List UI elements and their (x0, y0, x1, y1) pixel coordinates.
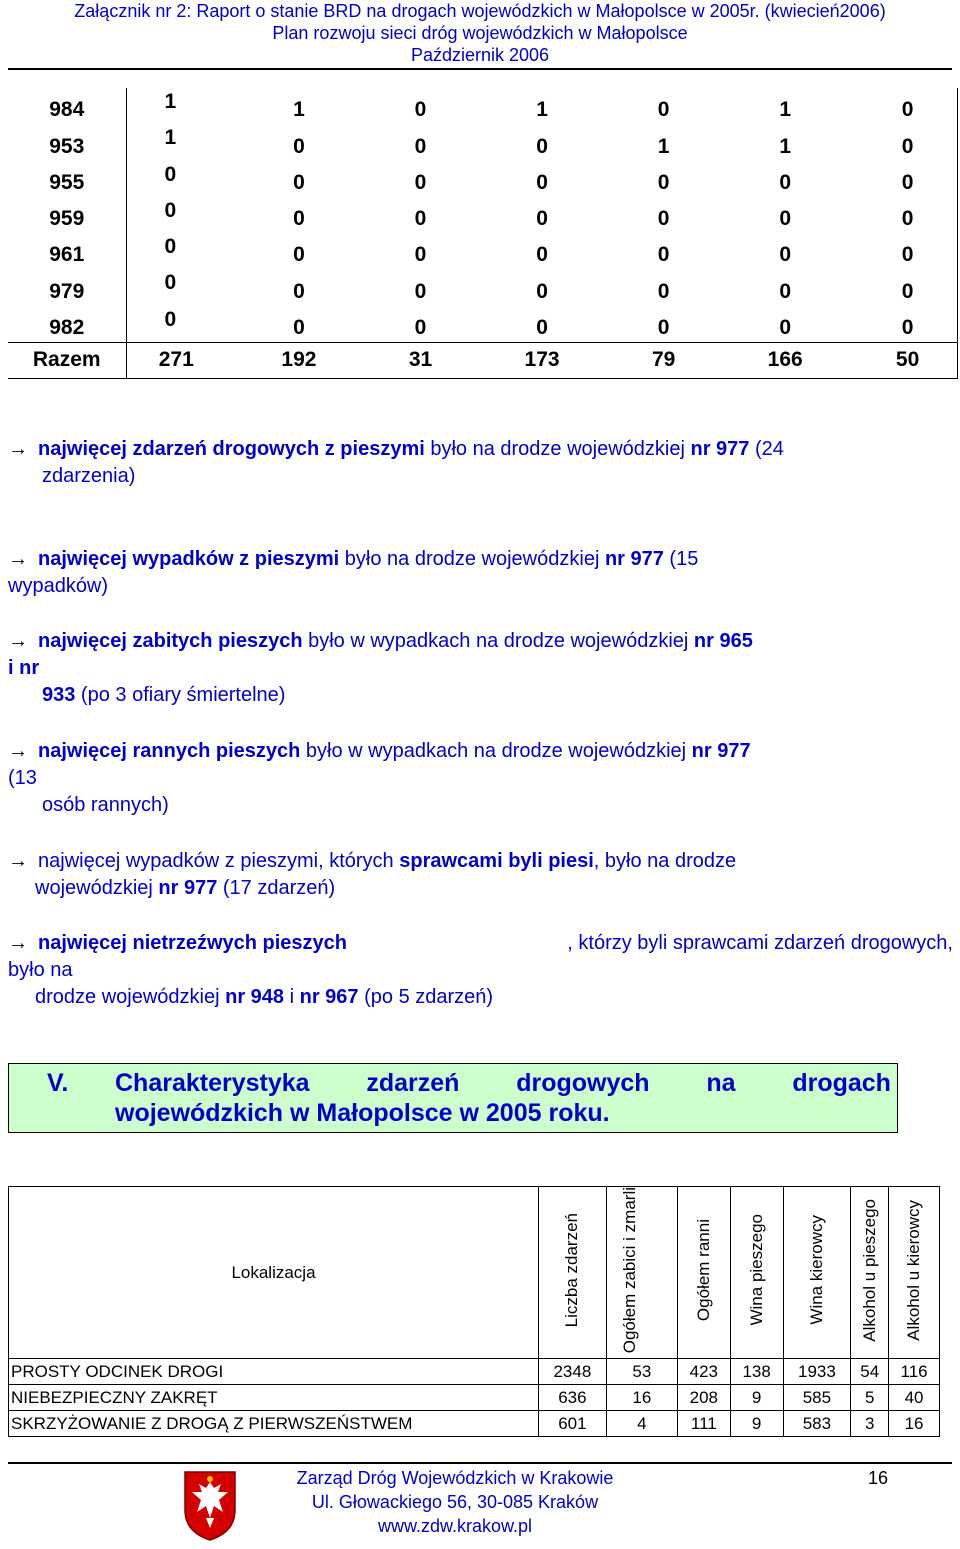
table-cell: 0 (657, 170, 670, 194)
table-cell: 0 (414, 170, 427, 194)
table-cell: 0 (858, 88, 957, 124)
table-cell: 0 (536, 243, 548, 267)
road-number: 955 (8, 161, 126, 197)
finding-2: → najwięcej wypadków z pieszymi było na drodze wojewódzkiej nr 977 (15 wypadków) (8, 548, 699, 597)
header-line-3: Październik 2006 (410, 45, 550, 65)
section-word: zdarzeń (366, 1069, 460, 1097)
table-row (9, 1359, 940, 1385)
table-cell: 0 (536, 315, 548, 339)
header-divider (8, 68, 952, 70)
road-number: 982 (8, 306, 126, 342)
table-cell: 0 (657, 207, 670, 231)
table-cell: 1933 (783, 1359, 851, 1385)
road-number: 961 (8, 233, 126, 269)
table-cell: 0 (779, 207, 792, 231)
section-title-line-2: wojewódzkich w Małopolsce w 2005 roku. (115, 1099, 610, 1127)
road-number: 979 (8, 269, 126, 305)
table-cell: 1 (164, 90, 177, 113)
table-cell: 0 (164, 198, 177, 222)
table-cell: 0 (293, 170, 305, 194)
table-cell: 40 (889, 1385, 940, 1411)
table-cell: 208 (677, 1385, 730, 1411)
table-cell: 0 (536, 207, 548, 231)
table-row (8, 306, 958, 342)
table-row (9, 1411, 940, 1437)
footer-website-link[interactable]: www.zdw.krakow.pl (377, 1516, 533, 1536)
table-cell: 1 (779, 98, 792, 122)
table-cell: 0 (858, 197, 957, 233)
header-lokalizacja: Lokalizacja (9, 1187, 539, 1359)
table-cell: 9 (730, 1411, 783, 1437)
arrow-icon: → (8, 850, 28, 872)
table-cell: 0 (414, 243, 427, 267)
section-heading (8, 1063, 898, 1133)
arrow-icon: → (8, 630, 28, 652)
finding-3: → najwięcej zabitych pieszych było w wypadkach na drodze wojewódzkiej nr 965 i nr 933 (po 3 ofiary śmiertelne) (8, 630, 753, 706)
road-number: 953 (8, 124, 126, 160)
page-header (0, 0, 960, 66)
header-liczba-zdarzen: Liczba zdarzeń (539, 1187, 607, 1359)
table-cell: 111 (677, 1411, 730, 1437)
table-cell: 50 (858, 342, 957, 378)
table-cell: 0 (657, 98, 670, 122)
table-cell: 4 (606, 1411, 677, 1437)
footer (210, 1466, 700, 1538)
header-line-1: Załącznik nr 2: Raport o stanie BRD na drogach wojewódzkich w Małopolsce w 2005r. (kwiecień2006) (74, 1, 886, 21)
table-row (9, 1385, 940, 1411)
header-wina-kierowcy: Wina kierowcy (783, 1187, 851, 1359)
section-word: na (706, 1069, 736, 1097)
table-cell: 0 (164, 162, 177, 186)
finding-6: → najwięcej nietrzeźwych pieszych , którzy byli sprawcami zdarzeń drogowych, było na drodze wojewódzkiej nr 948 i nr 967 (po 5 zdarzeń) (8, 932, 953, 1008)
table-cell: 173 (469, 342, 615, 378)
table-cell: 1 (164, 126, 177, 150)
total-label: Razem (8, 342, 126, 378)
arrow-icon: → (8, 932, 28, 954)
table-cell: 423 (677, 1359, 730, 1385)
table-cell: 16 (606, 1385, 677, 1411)
table-cell: 0 (414, 279, 427, 303)
header-wina-pieszego: Wina pieszego (730, 1187, 783, 1359)
table-cell: 0 (414, 134, 427, 158)
table-cell: 0 (414, 315, 427, 339)
arrow-icon: → (8, 548, 28, 570)
table-cell: 0 (164, 271, 177, 295)
table-cell: 0 (657, 279, 670, 303)
table-row (8, 161, 958, 197)
location-name: PROSTY ODCINEK DROGI (9, 1359, 539, 1385)
arrow-icon: → (8, 438, 28, 460)
table-cell: 0 (858, 269, 957, 305)
table-cell: 0 (858, 306, 957, 342)
table-cell: 0 (858, 233, 957, 269)
table-cell: 0 (414, 98, 427, 122)
road-number: 959 (8, 197, 126, 233)
section-number: V. (47, 1069, 69, 1097)
table-cell: 9 (730, 1385, 783, 1411)
total-row (8, 342, 958, 378)
section-word: drogach (792, 1069, 891, 1097)
finding-1: → najwięcej zdarzeń drogowych z pieszymi było na drodze wojewódzkiej nr 977 (24 zdarzenia) (8, 438, 784, 487)
table-cell: 0 (657, 243, 670, 267)
table-cell: 0 (293, 315, 305, 339)
table-cell: 1 (779, 134, 792, 158)
table-cell: 1 (536, 98, 548, 122)
table-cell: 0 (293, 243, 305, 267)
table-row (8, 124, 958, 160)
table-cell: 0 (536, 170, 548, 194)
table-cell: 583 (783, 1411, 851, 1437)
table-cell: 0 (164, 235, 177, 259)
table-cell: 0 (164, 307, 177, 331)
table-row (8, 233, 958, 269)
table-cell: 0 (858, 124, 957, 160)
table-cell: 0 (293, 279, 305, 303)
table-cell: 585 (783, 1385, 851, 1411)
table-cell: 0 (293, 207, 305, 231)
table-cell: 0 (858, 161, 957, 197)
page-number: 16 (868, 1468, 889, 1488)
table-cell: 0 (536, 134, 548, 158)
footer-org: Zarząd Dróg Wojewódzkich w Krakowie (296, 1468, 614, 1488)
table-cell: 5 (851, 1385, 889, 1411)
location-name: NIEBEZPIECZNY ZAKRĘT (9, 1385, 539, 1411)
table-cell: 53 (606, 1359, 677, 1385)
header-ranni: Ogółem ranni (677, 1187, 730, 1359)
arrow-icon: → (8, 740, 28, 762)
finding-4: → najwięcej rannych pieszych było w wypadkach na drodze wojewódzkiej nr 977 (13 osób rannych) (8, 740, 751, 816)
section-word: Charakterystyka (115, 1069, 310, 1097)
table-cell: 79 (615, 342, 712, 378)
location-name: SKRZYŻOWANIE Z DROGĄ Z PIERWSZEŃSTWEM (9, 1411, 539, 1437)
table-cell: 0 (536, 279, 548, 303)
road-number: 984 (8, 88, 126, 124)
table-cell: 3 (851, 1411, 889, 1437)
table-cell: 0 (779, 315, 792, 339)
table-cell: 0 (779, 279, 792, 303)
table-row (8, 197, 958, 233)
table-cell: 0 (657, 315, 670, 339)
footer-address: Ul. Głowackiego 56, 30-085 Kraków (311, 1492, 599, 1512)
table-row (8, 269, 958, 305)
table-cell: 31 (372, 342, 469, 378)
table-cell: 1 (657, 134, 670, 158)
section-word: drogowych (516, 1069, 650, 1097)
road-stats-table (8, 88, 958, 379)
table-cell: 116 (889, 1359, 940, 1385)
table-cell: 2348 (539, 1359, 607, 1385)
table-cell: 0 (293, 134, 305, 158)
footer-divider (8, 1462, 952, 1464)
table-cell: 0 (779, 243, 792, 267)
table-cell: 0 (414, 207, 427, 231)
table-cell: 138 (730, 1359, 783, 1385)
table-row (8, 88, 958, 124)
table-cell: 16 (889, 1411, 940, 1437)
header-line-2: Plan rozwoju sieci dróg wojewódzkich w Małopolsce (272, 23, 688, 43)
header-zabici: Ogółem zabici i zmarli (606, 1187, 677, 1359)
header-alkohol-kierowcy: Alkohol u kierowcy (889, 1187, 940, 1359)
finding-5: → najwięcej wypadków z pieszymi, których sprawcami byli piesi, było na drodze wojewódzkiej nr 977 (17 zdarzeń) (8, 850, 737, 899)
table-cell: 192 (226, 342, 372, 378)
location-stats-table (8, 1186, 940, 1437)
table-cell: 636 (539, 1385, 607, 1411)
table-cell: 166 (712, 342, 858, 378)
table-cell: 1 (293, 98, 305, 122)
header-alkohol-pieszego: Alkohol u pieszego (851, 1187, 889, 1359)
table-cell: 0 (779, 170, 792, 194)
table-cell: 601 (539, 1411, 607, 1437)
table-cell: 54 (851, 1359, 889, 1385)
table-cell: 271 (126, 342, 226, 378)
